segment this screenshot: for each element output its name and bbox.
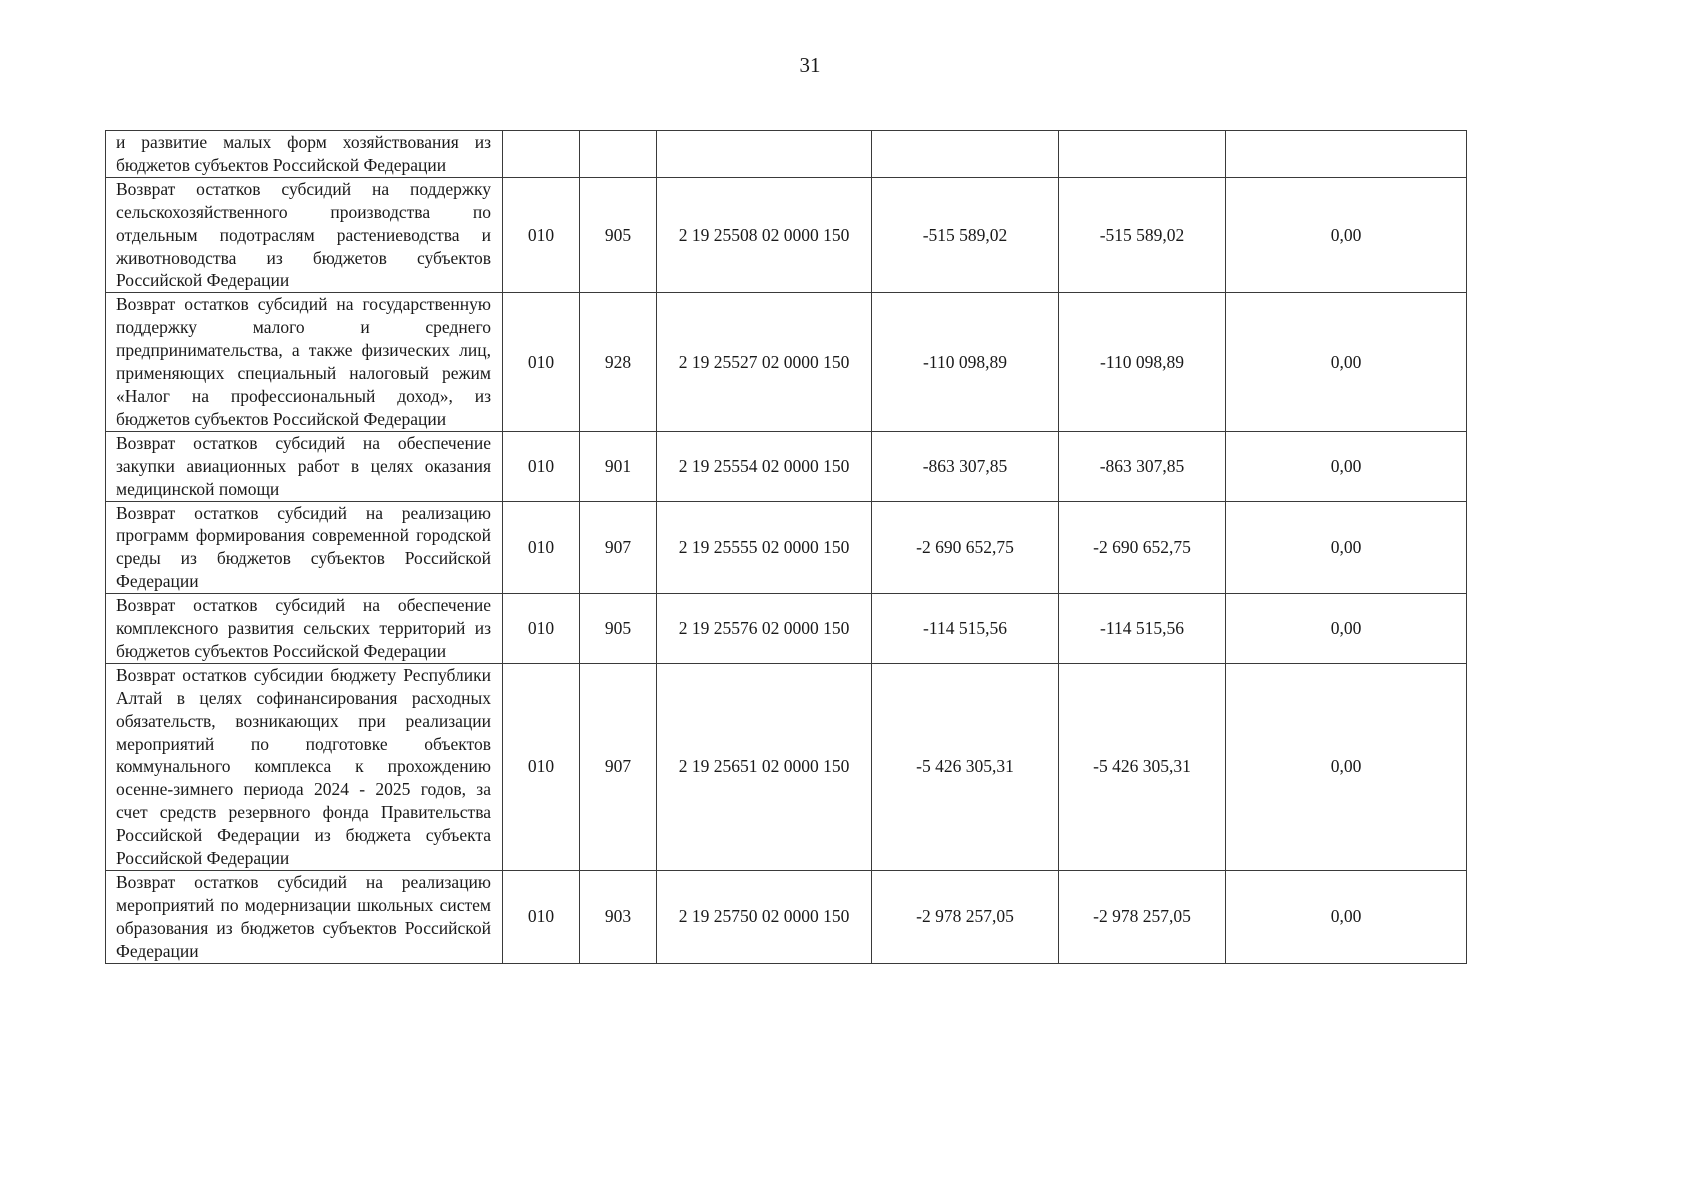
budget-code-cell: 2 19 25576 02 0000 150 [657, 594, 872, 664]
percent-cell: 0,00 [1226, 431, 1467, 501]
budget-table [105, 130, 1467, 964]
table-row [106, 871, 1467, 964]
admin-code-cell: 010 [503, 501, 580, 594]
admin-code-cell: 010 [503, 871, 580, 964]
grbs-code-cell: 928 [580, 293, 657, 431]
admin-code-cell: 010 [503, 594, 580, 664]
grbs-code-cell: 907 [580, 501, 657, 594]
admin-code-cell [503, 131, 580, 178]
plan-amount-cell [872, 131, 1059, 178]
budget-code-cell: 2 19 25555 02 0000 150 [657, 501, 872, 594]
budget-code-cell: 2 19 25508 02 0000 150 [657, 177, 872, 293]
percent-cell: 0,00 [1226, 663, 1467, 870]
percent-cell: 0,00 [1226, 594, 1467, 664]
plan-amount-cell: -110 098,89 [872, 293, 1059, 431]
fact-amount-cell: -5 426 305,31 [1059, 663, 1226, 870]
grbs-code-cell: 905 [580, 177, 657, 293]
fact-amount-cell: -110 098,89 [1059, 293, 1226, 431]
percent-cell [1226, 131, 1467, 178]
fact-amount-cell: -863 307,85 [1059, 431, 1226, 501]
percent-cell: 0,00 [1226, 177, 1467, 293]
row-description: Возврат остатков субсидий на реализацию мероприятий по модернизации школьных систем образования из бюджетов субъектов Российской Федерации [106, 871, 503, 964]
budget-code-cell: 2 19 25554 02 0000 150 [657, 431, 872, 501]
budget-code-cell: 2 19 25651 02 0000 150 [657, 663, 872, 870]
page-number: 31 [799, 53, 821, 77]
plan-amount-cell: -863 307,85 [872, 431, 1059, 501]
fact-amount-cell: -515 589,02 [1059, 177, 1226, 293]
grbs-code-cell [580, 131, 657, 178]
table-row [106, 663, 1467, 870]
plan-amount-cell: -515 589,02 [872, 177, 1059, 293]
table-row [106, 501, 1467, 594]
fact-amount-cell [1059, 131, 1226, 178]
row-description: и развитие малых форм хозяйствования из бюджетов субъектов Российской Федерации [106, 131, 503, 178]
grbs-code-cell: 903 [580, 871, 657, 964]
percent-cell: 0,00 [1226, 871, 1467, 964]
admin-code-cell: 010 [503, 663, 580, 870]
row-description: Возврат остатков субсидии бюджету Республики Алтай в целях софинансирования расходных обязательств, возникающих при реализации мероприятий по подготовке объектов коммунального комплекса к прохождению осенне-зимнего периода 2024 - 2025 годов, за счет средств резервного фонда Правительства Российской Федерации из бюджета субъекта Российской Федерации [106, 663, 503, 870]
fact-amount-cell: -114 515,56 [1059, 594, 1226, 664]
plan-amount-cell: -114 515,56 [872, 594, 1059, 664]
budget-code-cell: 2 19 25750 02 0000 150 [657, 871, 872, 964]
percent-cell: 0,00 [1226, 501, 1467, 594]
row-description: Возврат остатков субсидий на государственную поддержку малого и среднего предпринимательства, а также физических лиц, применяющих специальный налоговый режим «Налог на профессиональный доход», из бюджетов субъектов Российской Федерации [106, 293, 503, 431]
grbs-code-cell: 905 [580, 594, 657, 664]
grbs-code-cell: 907 [580, 663, 657, 870]
plan-amount-cell: -2 978 257,05 [872, 871, 1059, 964]
budget-code-cell: 2 19 25527 02 0000 150 [657, 293, 872, 431]
table-row [106, 594, 1467, 664]
percent-cell: 0,00 [1226, 293, 1467, 431]
table-row [106, 131, 1467, 178]
row-description: Возврат остатков субсидий на обеспечение комплексного развития сельских территорий из бюджетов субъектов Российской Федерации [106, 594, 503, 664]
row-description: Возврат остатков субсидий на поддержку сельскохозяйственного производства по отдельным подотраслям растениеводства и животноводства из бюджетов субъектов Российской Федерации [106, 177, 503, 293]
table-row [106, 293, 1467, 431]
grbs-code-cell: 901 [580, 431, 657, 501]
budget-code-cell [657, 131, 872, 178]
plan-amount-cell: -2 690 652,75 [872, 501, 1059, 594]
admin-code-cell: 010 [503, 293, 580, 431]
row-description: Возврат остатков субсидий на реализацию программ формирования современной городской среды из бюджетов субъектов Российской Федерации [106, 501, 503, 594]
row-description: Возврат остатков субсидий на обеспечение закупки авиационных работ в целях оказания медицинской помощи [106, 431, 503, 501]
table-row [106, 177, 1467, 293]
fact-amount-cell: -2 978 257,05 [1059, 871, 1226, 964]
admin-code-cell: 010 [503, 431, 580, 501]
fact-amount-cell: -2 690 652,75 [1059, 501, 1226, 594]
table-row [106, 431, 1467, 501]
plan-amount-cell: -5 426 305,31 [872, 663, 1059, 870]
admin-code-cell: 010 [503, 177, 580, 293]
